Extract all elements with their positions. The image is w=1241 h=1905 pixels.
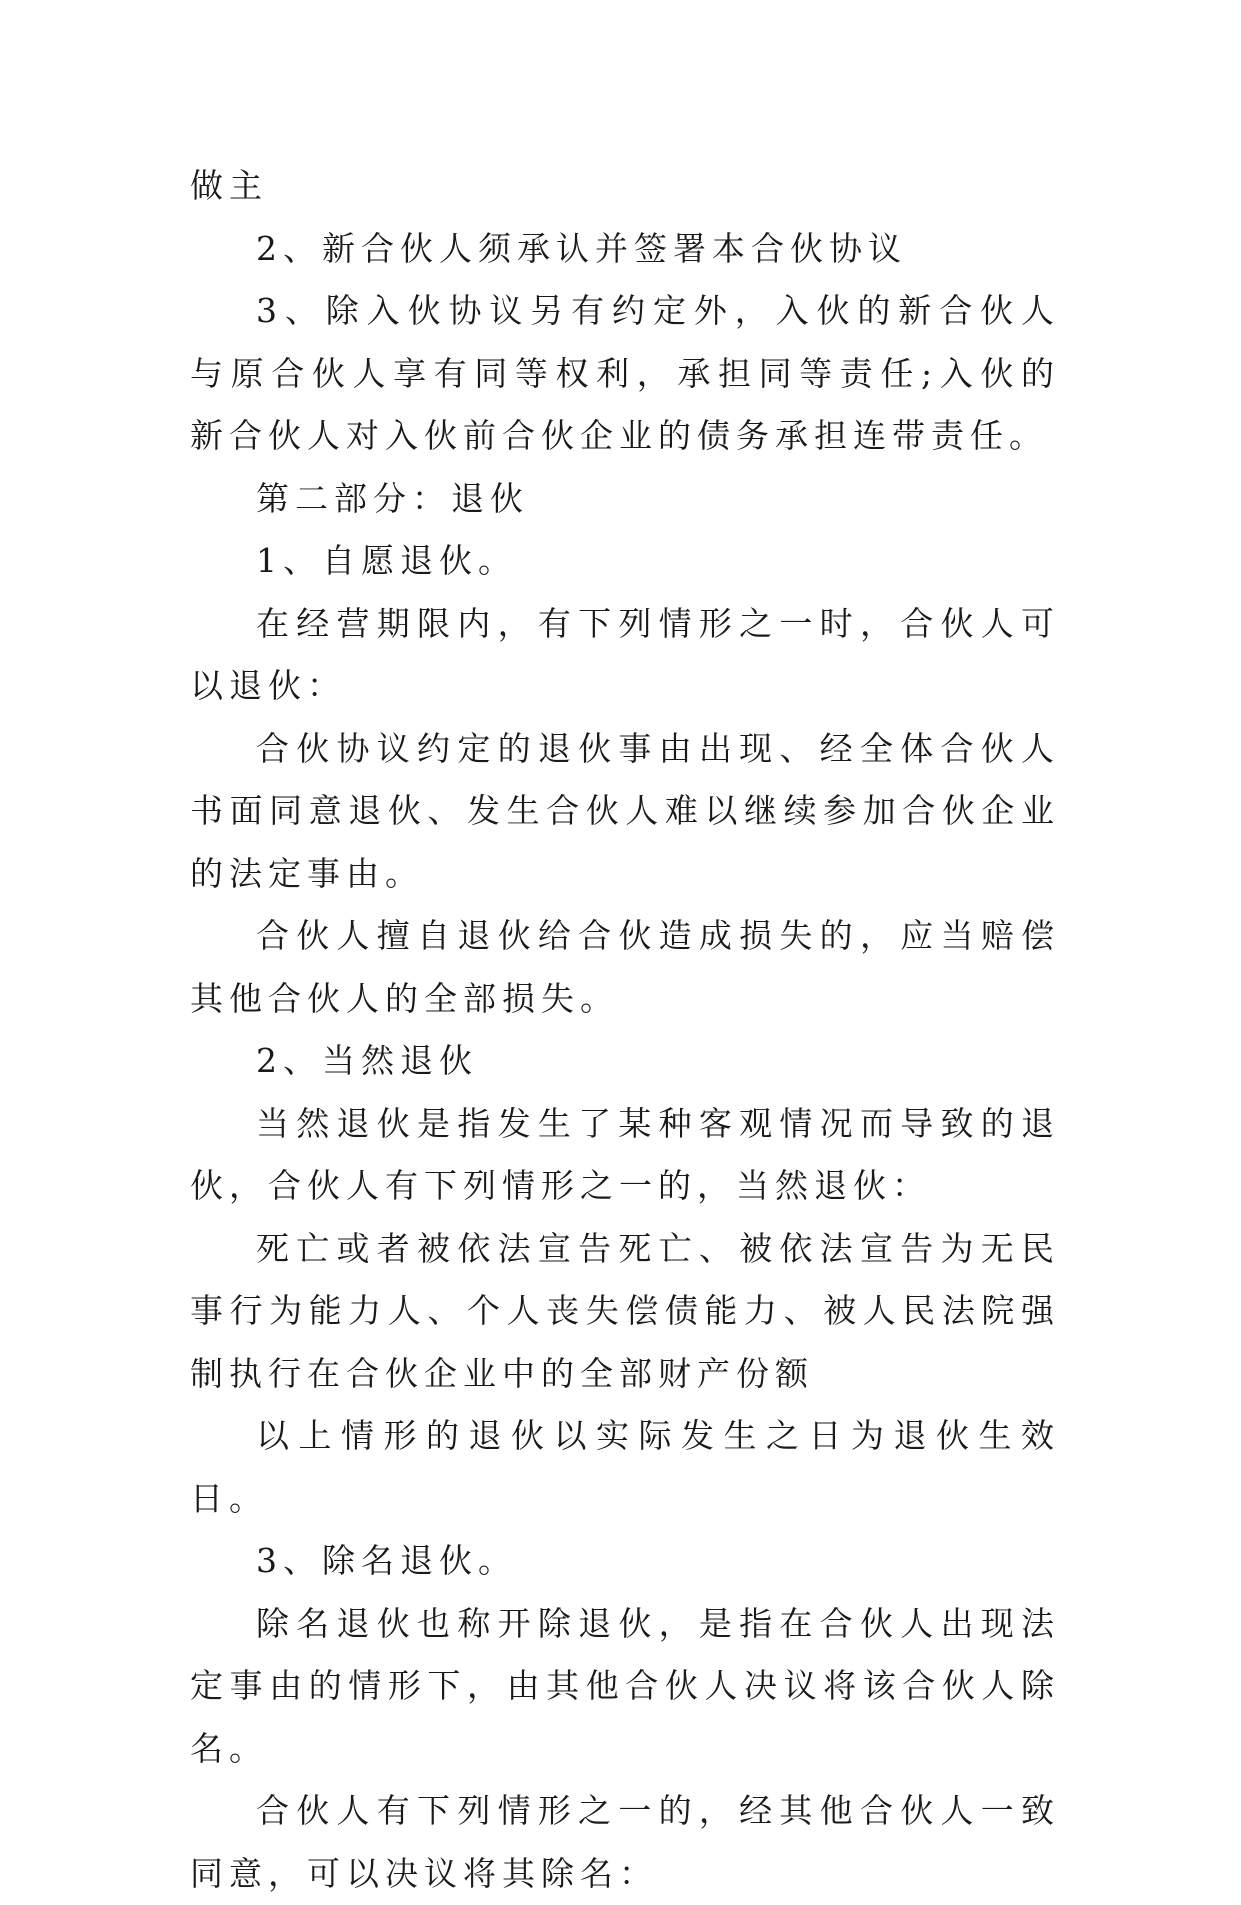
paragraph-new-partner-rights: 3、除入伙协议另有约定外，入伙的新合伙人与原合伙人享有同等权利，承担同等责任;入伙的新合伙人对入伙前合伙企业的债务承担连带责任。: [190, 291, 1060, 455]
paragraph-expulsion-conditions: 合伙人有下列情形之一的，经其他合伙人一致同意，可以决议将其除名：: [190, 1791, 1060, 1893]
paragraph-voluntary-conditions: 合伙协议约定的退伙事由出现、经全体合伙人书面同意退伙、发生合伙人难以继续参加合伙企业的法定事由。: [190, 728, 1060, 893]
paragraph-automatic-definition: 当然退伙是指发生了某种客观情况而导致的退伙，合伙人有下列情形之一的，当然退伙：: [190, 1103, 1060, 1205]
section-heading-withdrawal: 第二部分：退伙: [256, 478, 529, 518]
paragraph-expulsion-definition: 除名退伙也称开除退伙，是指在合伙人出现法定事由的情形下，由其他合伙人决议将该合伙人除名。: [190, 1603, 1060, 1768]
paragraph-unauthorized-withdrawal: 合伙人擅自退伙给合伙造成损失的，应当赔偿其他合伙人的全部损失。: [190, 916, 1060, 1018]
subheading-automatic-withdrawal: 2、当然退伙: [256, 1041, 478, 1080]
paragraph-continuation: 做主: [190, 166, 268, 205]
document-body: [190, 155, 1060, 1905]
paragraph-voluntary-conditions-intro: 在经营期限内，有下列情形之一时，合伙人可以退伙：: [190, 603, 1060, 705]
paragraph-effective-date: 以上情形的退伙以实际发生之日为退伙生效日。: [190, 1416, 1060, 1518]
subheading-expulsion: 3、除名退伙。: [256, 1541, 517, 1580]
subheading-voluntary-withdrawal: 1、自愿退伙。: [256, 541, 517, 580]
paragraph-automatic-conditions: 死亡或者被依法宣告死亡、被依法宣告为无民事行为能力人、个人丧失偿债能力、被人民法院强制执行在合伙企业中的全部财产份额: [190, 1228, 1060, 1393]
paragraph-new-partner-sign: 2、新合伙人须承认并签署本合伙协议: [256, 228, 907, 268]
